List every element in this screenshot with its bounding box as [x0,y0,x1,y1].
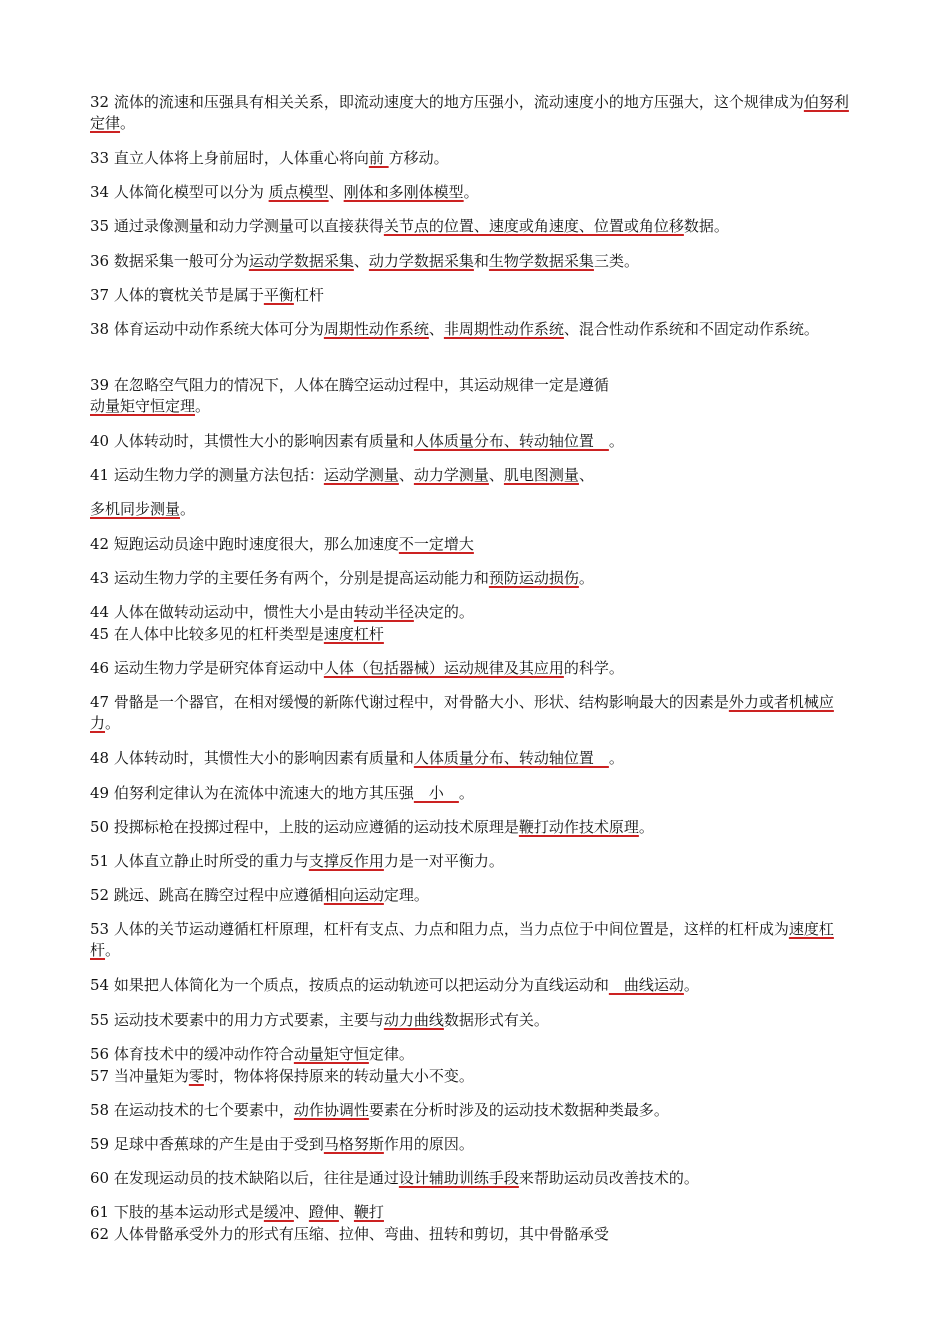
answer-text: 马格努斯 [323,1135,384,1153]
question-text: 、 [338,1203,354,1221]
question-text: 58 在运动技术的七个要素中， [90,1101,294,1119]
answer-text: 多机同步测量 [90,500,181,518]
question-q39 [90,375,862,417]
answer-text: 非周期性动作系统 [443,320,564,338]
answer-text: 动力学数据采集 [368,252,474,270]
question-text: 43 运动生物力学的主要任务有两个，分别是提高运动能力和 [90,569,489,587]
question-q57 [90,1066,862,1087]
question-text: 、 [578,466,594,484]
question-q44 [90,602,862,623]
question-text: 48 人体转动时，其惯性大小的影响因素有质量和 [90,749,414,767]
answer-text: 人体（包括器械）运动规律及其应用 [323,659,564,677]
question-q60 [90,1168,862,1189]
answer-text: 质点模型 [268,183,329,201]
question-text: 决定的。 [413,603,474,621]
question-q47 [90,692,862,734]
question-text: 和 [473,252,489,270]
answer-text: 相向运动 [323,886,384,904]
question-q43 [90,568,862,589]
question-text: 32 流体的流速和压强具有相关关系，即流动速度大的地方压强小，流动速度小的地方压强大，这个规律成为 [90,93,804,111]
answer-text: 动量矩守恒 [293,1045,369,1063]
answer-text: 动量矩守恒定理 [90,397,196,415]
answer-text: 速度杠杆 [323,625,384,643]
question-q56 [90,1044,862,1065]
answer-text: 鞭打动作技术原理 [518,818,639,836]
question-text: 35 通过录像测量和动力学测量可以直接获得 [90,217,384,235]
question-q32 [90,92,862,134]
question-text: 定律。 [368,1045,414,1063]
answer-text: 蹬伸 [308,1203,339,1221]
question-text: 34 人体简化模型可以分为 [90,183,269,201]
question-text: 38 体育运动中动作系统大体可分为 [90,320,324,338]
question-q38 [90,319,862,340]
question-text: 57 当冲量矩为 [90,1067,189,1085]
question-q51 [90,851,862,872]
question-q54 [90,975,862,996]
question-text: 、 [488,466,504,484]
answer-text: 外力或者机械应力 [90,693,834,732]
question-text: 53 人体的关节运动遵循杠杆原理，杠杆有支点、力点和阻力点，当力点位于中间位置是，这样的杠杆成为 [90,920,789,938]
question-text: 33 直立人体将上身前屈时，人体重心将向 [90,149,369,167]
question-text: 40 人体转动时，其惯性大小的影响因素有质量和 [90,432,414,450]
answer-text: 速度杠杆 [90,920,834,959]
question-text: 44 人体在做转动运动中，惯性大小是由 [90,603,354,621]
answer-text: 预防运动损伤 [488,569,579,587]
answer-text: 平衡 [263,286,294,304]
question-text: 42 短跑运动员途中跑时速度很大，那么加速度 [90,535,399,553]
question-text: 。 [683,976,699,994]
question-q61 [90,1202,862,1223]
question-text: 。 [180,500,196,518]
question-text: 力是一对平衡力。 [383,852,504,870]
question-q46 [90,658,862,679]
question-q53 [90,919,862,961]
question-text: 37 人体的寰枕关节是属于 [90,286,264,304]
question-q59 [90,1134,862,1155]
question-text: 62 人体骨骼承受外力的形式有压缩、拉伸、弯曲、扭转和剪切，其中骨骼承受 [90,1225,609,1243]
answer-text: 生物学数据采集 [488,252,594,270]
question-text: 。 [195,397,211,415]
answer-text: 小 [413,784,459,802]
question-text: 、 [398,466,414,484]
answer-text: 转动半径 [353,603,414,621]
answer-text: 运动学数据采集 [248,252,354,270]
question-q33 [90,148,862,169]
question-text: 数据。 [683,217,729,235]
question-text: 。 [578,569,594,587]
answer-text: 周期性动作系统 [323,320,429,338]
question-text: 时，物体将保持原来的转动量大小不变。 [203,1067,474,1085]
answer-text: 不一定增大 [398,535,474,553]
question-text: 36 数据采集一般可分为 [90,252,249,270]
answer-text: 关节点的位置、速度或角速度、位置或角位移 [383,217,684,235]
question-text: 。 [608,432,624,450]
question-text: 54 如果把人体简化为一个质点，按质点的运动轨迹可以把运动分为直线运动和 [90,976,609,994]
question-text: 。 [105,941,121,959]
question-q34 [90,182,862,203]
answer-text: 设计辅助训练手段 [398,1169,519,1187]
question-text: 数据形式有关。 [443,1011,549,1029]
question-text: 、混合性动作系统和不固定动作系统。 [563,320,819,338]
question-text: 50 投掷标枪在投掷过程中，上肢的运动应遵循的运动技术原理是 [90,818,519,836]
question-text: 56 体育技术中的缓冲动作符合 [90,1045,294,1063]
answer-text: 伯努利定律 [90,93,849,132]
question-text: 。 [638,818,654,836]
answer-text: 曲线运动 [608,976,684,994]
question-text: 。 [463,183,479,201]
question-q58 [90,1100,862,1121]
answer-text: 零 [188,1067,204,1085]
answer-text: 缓冲 [263,1203,294,1221]
question-text: 55 运动技术要素中的用力方式要素，主要与 [90,1011,384,1029]
question-text: 三类。 [593,252,639,270]
question-text: 41 运动生物力学的测量方法包括： [90,466,324,484]
question-q36 [90,251,862,272]
answer-text: 鞭打 [353,1203,384,1221]
question-q45 [90,624,862,645]
question-text: 39 在忽略空气阻力的情况下，人体在腾空运动过程中，其运动规律一定是遵循 [90,376,609,394]
answer-text: 动力学测量 [413,466,489,484]
question-text: 51 人体直立静止时所受的重力与 [90,852,309,870]
question-text: 47 骨骼是一个器官，在相对缓慢的新陈代谢过程中，对骨骼大小、形状、结构影响最大的因素是 [90,693,729,711]
question-q62 [90,1224,862,1245]
question-text: 的科学。 [563,659,624,677]
question-text: 59 足球中香蕉球的产生是由于受到 [90,1135,324,1153]
question-q48 [90,748,862,769]
question-text: 、 [328,183,344,201]
question-q40 [90,431,862,452]
question-text: 。 [458,784,474,802]
answer-text: 刚体和多刚体模型 [343,183,464,201]
question-q52 [90,885,862,906]
question-text: 49 伯努利定律认为在流体中流速大的地方其压强 [90,784,414,802]
question-q41b [90,499,862,520]
question-q50 [90,817,862,838]
question-text: 60 在发现运动员的技术缺陷以后，往往是通过 [90,1169,399,1187]
question-q49 [90,783,862,804]
answer-text: 动作协调性 [293,1101,369,1119]
question-q35 [90,216,862,237]
question-text: 、 [428,320,444,338]
question-text: 方移动。 [388,149,449,167]
question-text: 。 [105,714,121,732]
question-text: 61 下肢的基本运动形式是 [90,1203,264,1221]
question-text: 杠杆 [293,286,324,304]
answer-text: 支撑反作用 [308,852,384,870]
question-text: 、 [293,1203,309,1221]
answer-text: 运动学测量 [323,466,399,484]
question-text: 、 [353,252,369,270]
question-q37 [90,285,862,306]
question-text: 。 [120,114,136,132]
question-text: 52 跳远、跳高在腾空过程中应遵循 [90,886,324,904]
answer-text: 肌电图测量 [503,466,579,484]
question-q55 [90,1010,862,1031]
question-text: 要素在分析时涉及的运动技术数据种类最多。 [368,1101,669,1119]
question-text: 作用的原因。 [383,1135,474,1153]
question-text: 来帮助运动员改善技术的。 [518,1169,699,1187]
question-text: 定理。 [383,886,429,904]
question-q42 [90,534,862,555]
question-text: 46 运动生物力学是研究体育运动中 [90,659,324,677]
question-q41 [90,465,862,486]
answer-text: 前 [368,149,389,167]
answer-text: 动力曲线 [383,1011,444,1029]
question-text: 。 [608,749,624,767]
answer-text: 人体质量分布、转动轴位置 [413,749,609,767]
question-text: 45 在人体中比较多见的杠杆类型是 [90,625,324,643]
answer-text: 人体质量分布、转动轴位置 [413,432,609,450]
